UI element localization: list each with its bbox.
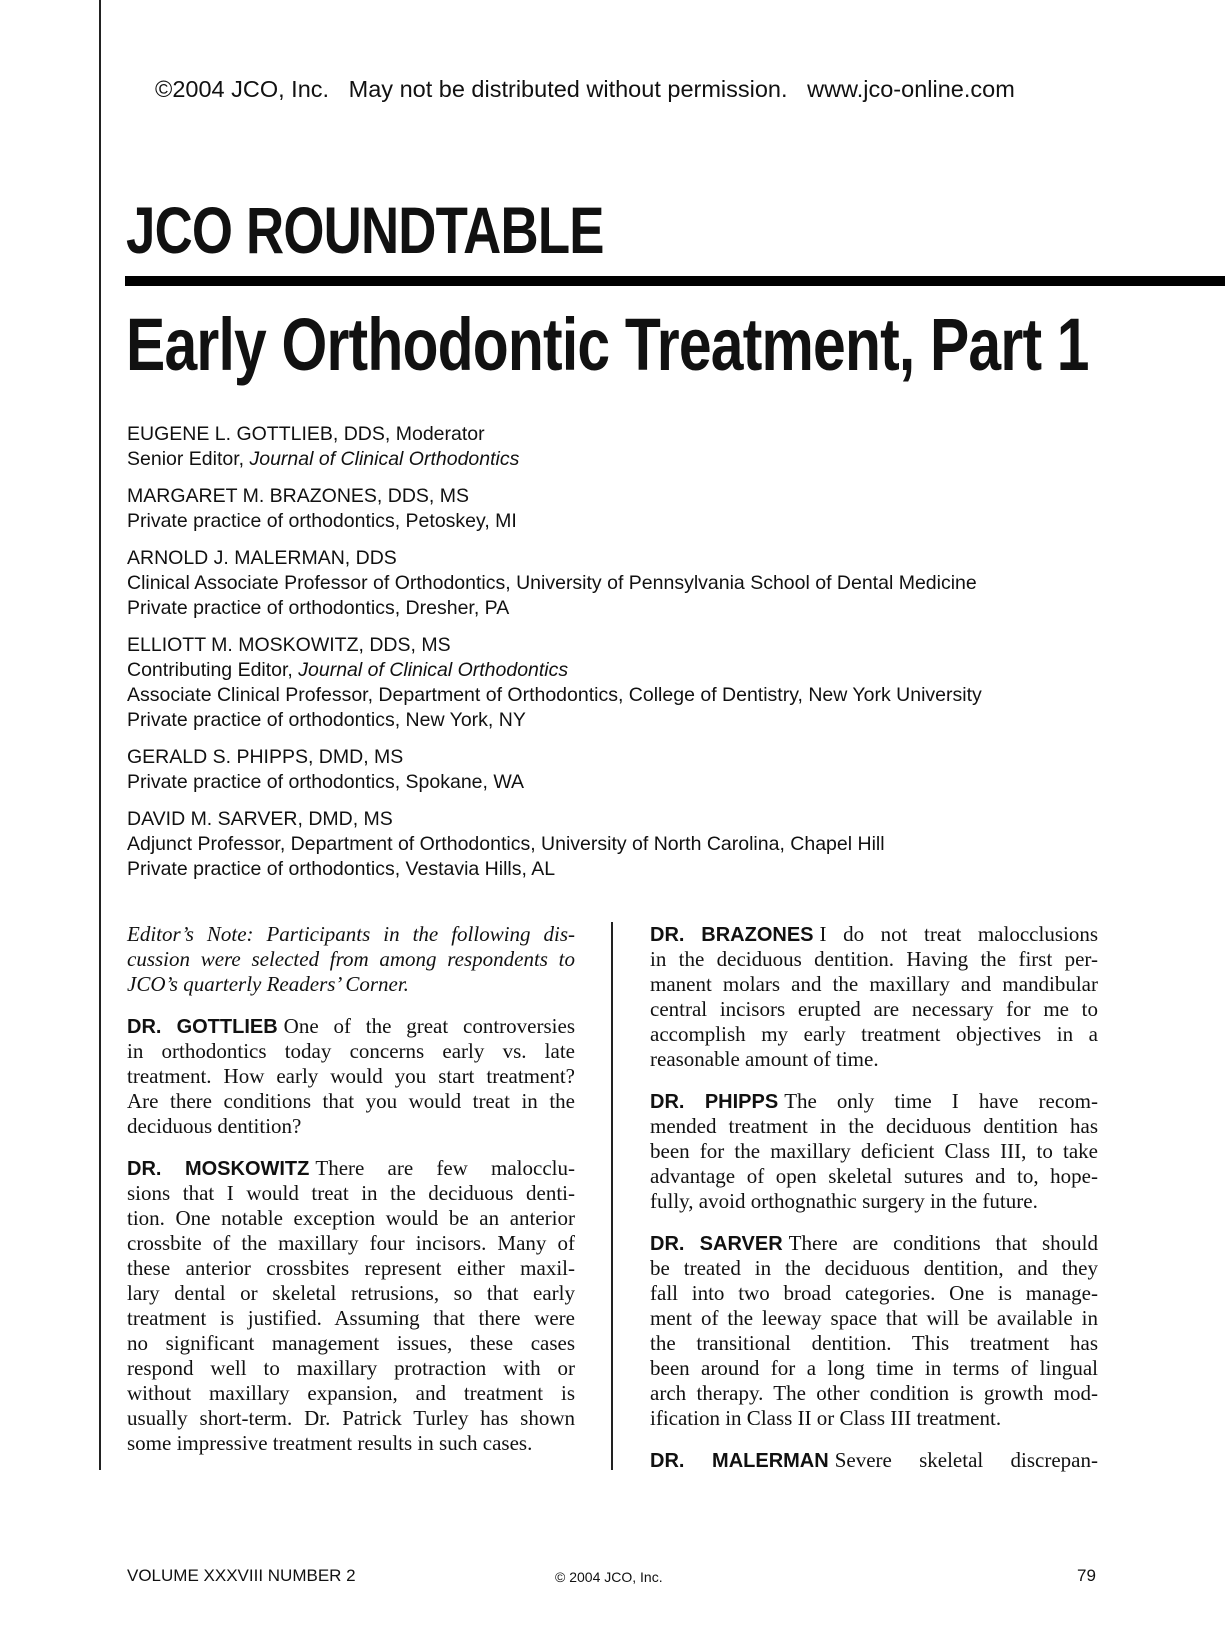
text-line [650,1114,1098,1139]
text-line [650,1448,1098,1473]
left-column [127,922,575,1473]
author-affiliation [127,658,982,683]
author-entry [127,422,982,472]
line-text: without maxillary expansion, and treatment is [127,1381,575,1405]
author-name: DAVID M. SARVER, DMD, MS [127,808,393,830]
line-text: JCO’s quarterly Readers’ Corner. [127,972,409,996]
section-kicker: JCO ROUNDTABLE [126,193,604,267]
speaker-paragraph [127,1156,575,1456]
line-text: tion. One notable exception would be an anterior [127,1206,575,1230]
author-affiliation: Private practice of orthodontics, Dresher, PA [127,597,510,619]
line-text: accomplish my early treatment objectives in a [650,1022,1098,1046]
line-text: respond well to maxillary protraction with or [127,1356,575,1380]
text-line [127,1256,575,1281]
author-entry [127,484,982,534]
text-line [127,1431,575,1456]
text-line [650,1189,1098,1214]
line-text: be treated in the deciduous dentition, and they [650,1256,1098,1280]
line-text: sions that I would treat in the deciduous denti- [127,1181,575,1205]
text-line [650,1164,1098,1189]
author-entry [127,546,982,621]
line-text: reasonable amount of time. [650,1047,879,1071]
speaker-paragraph [650,1231,1098,1431]
author-name: ARNOLD J. MALERMAN, DDS [127,547,397,569]
article-title: Early Orthodontic Treatment, Part 1 [126,303,1089,386]
editors-note [127,922,575,997]
line-text: crossbite of the maxillary four incisors. Many of [127,1231,575,1255]
line-text: these anterior crossbites represent either maxil- [127,1256,575,1280]
speaker-name: DR. BRAZONES [650,924,814,946]
text-line [650,1089,1098,1114]
text-line [650,1256,1098,1281]
line-text: been around for a long time in terms of lingual [650,1356,1098,1380]
text-line [650,1331,1098,1356]
text-line [127,1331,575,1356]
line-text: One of the great controversies [283,1014,575,1038]
speaker-name: DR. MALERMAN [650,1450,829,1472]
author-name: GERALD S. PHIPPS, DMD, MS [127,746,404,768]
line-text: in orthodontics today concerns early vs. late [127,1039,575,1063]
line-text: fall into two broad categories. One is manage- [650,1281,1098,1305]
text-line [127,1381,575,1406]
speaker-paragraph [127,1014,575,1139]
text-line [127,947,575,972]
author-affiliation: Clinical Associate Professor of Orthodontics, University of Pennsylvania School of Dental Medicine [127,572,977,594]
line-text: no significant management issues, these cases [127,1331,575,1355]
speaker-name: DR. MOSKOWITZ [127,1158,310,1180]
line-text: the transitional dentition. This treatment has [650,1331,1098,1355]
author-list [127,422,982,894]
author-entry [127,633,982,733]
text-line [650,1022,1098,1047]
line-text: advantage of open skeletal sutures and to, hope- [650,1164,1098,1188]
author-affiliation [127,447,982,472]
line-text: There are few malocclu- [315,1156,575,1180]
text-line [127,972,575,997]
author-affiliation: Private practice of orthodontics, Vestavia Hills, AL [127,858,556,880]
author-affiliation: Adjunct Professor, Department of Orthodontics, University of North Carolina, Chapel Hill [127,833,885,855]
journal-name: Journal of Clinical Orthodontics [298,659,569,681]
line-text: deciduous dentition? [127,1114,302,1138]
speaker-name: DR. GOTTLIEB [127,1016,278,1038]
text-line [650,922,1098,947]
author-affiliation: Private practice of orthodontics, Petoskey, MI [127,510,517,532]
speaker-paragraph [650,922,1098,1072]
journal-name: Journal of Clinical Orthodontics [249,448,520,470]
text-line [127,1181,575,1206]
text-line [650,972,1098,997]
text-line [127,1231,575,1256]
speaker-name: DR. PHIPPS [650,1091,779,1113]
line-text: Editor’s Note: Participants in the following dis- [127,922,575,946]
author-name: ELLIOTT M. MOSKOWITZ, DDS, MS [127,634,451,656]
text-line [650,997,1098,1022]
line-text: treatment. How early would you start treatment? [127,1064,575,1088]
line-text: cussion were selected from among respondents to [127,947,575,971]
line-text: treatment is justified. Assuming that there were [127,1306,575,1330]
text-line [650,947,1098,972]
line-text: Severe skeletal discrepan- [834,1448,1098,1472]
line-text: lary dental or skeletal retrusions, so that early [127,1281,575,1305]
text-line [127,1356,575,1381]
text-line [650,1139,1098,1164]
author-affiliation: Associate Clinical Professor, Department of Orthodontics, College of Dentistry, New York University [127,684,982,706]
text-line [127,1206,575,1231]
text-line [127,1014,575,1039]
text-line [650,1281,1098,1306]
line-text: been for the maxillary deficient Class III, to take [650,1139,1098,1163]
text-line [127,1306,575,1331]
text-line [127,1156,575,1181]
right-column [650,922,1098,1490]
text-line [650,1047,1098,1072]
line-text: ification in Class II or Class III treatment. [650,1406,1002,1430]
text-line [127,1281,575,1306]
text-line [650,1231,1098,1256]
author-entry [127,745,982,795]
line-text: mended treatment in the deciduous dentition has [650,1114,1098,1138]
footer-volume: VOLUME XXXVIII NUMBER 2 [127,1566,356,1585]
text-line [650,1306,1098,1331]
text-line [650,1356,1098,1381]
line-text: in the deciduous dentition. Having the first per- [650,947,1098,971]
line-text: some impressive treatment results in such cases. [127,1431,533,1455]
text-line [127,1406,575,1431]
author-name: EUGENE L. GOTTLIEB, DDS, Moderator [127,423,485,445]
line-text: arch therapy. The other condition is growth mod- [650,1381,1098,1405]
author-affiliation: Private practice of orthodontics, New York, NY [127,709,526,731]
author-affiliation: Private practice of orthodontics, Spokane, WA [127,771,525,793]
text-line [650,1381,1098,1406]
text-line [127,1114,575,1139]
footer-copyright: © 2004 JCO, Inc. [555,1569,663,1585]
line-text: ment of the leeway space that will be available in [650,1306,1098,1330]
affiliation-role: Contributing Editor, [127,659,299,681]
line-text: I do not treat malocclusions [819,922,1098,946]
speaker-paragraph [650,1448,1098,1473]
text-line [127,1064,575,1089]
affiliation-role: Senior Editor, [127,448,250,470]
line-text: fully, avoid orthognathic surgery in the future. [650,1189,1038,1213]
text-line [650,1406,1098,1431]
page-number: 79 [1077,1566,1096,1585]
line-text: central incisors erupted are necessary for me to [650,997,1098,1021]
copyright-notice: ©2004 JCO, Inc. May not be distributed without permission. www.jco-online.com [155,76,1015,102]
line-text: There are conditions that should [788,1231,1098,1255]
line-text: Are there conditions that you would treat in the [127,1089,575,1113]
text-line [127,922,575,947]
author-entry [127,807,982,882]
line-text: The only time I have recom- [784,1089,1099,1113]
header-rule [125,276,1225,286]
speaker-name: DR. SARVER [650,1233,783,1255]
speaker-paragraph [650,1089,1098,1214]
text-line [127,1089,575,1114]
margin-rule [99,0,101,1470]
column-rule [611,922,613,1470]
author-name: MARGARET M. BRAZONES, DDS, MS [127,485,470,507]
line-text: usually short-term. Dr. Patrick Turley has shown [127,1406,575,1430]
line-text: manent molars and the maxillary and mandibular [650,972,1098,996]
text-line [127,1039,575,1064]
